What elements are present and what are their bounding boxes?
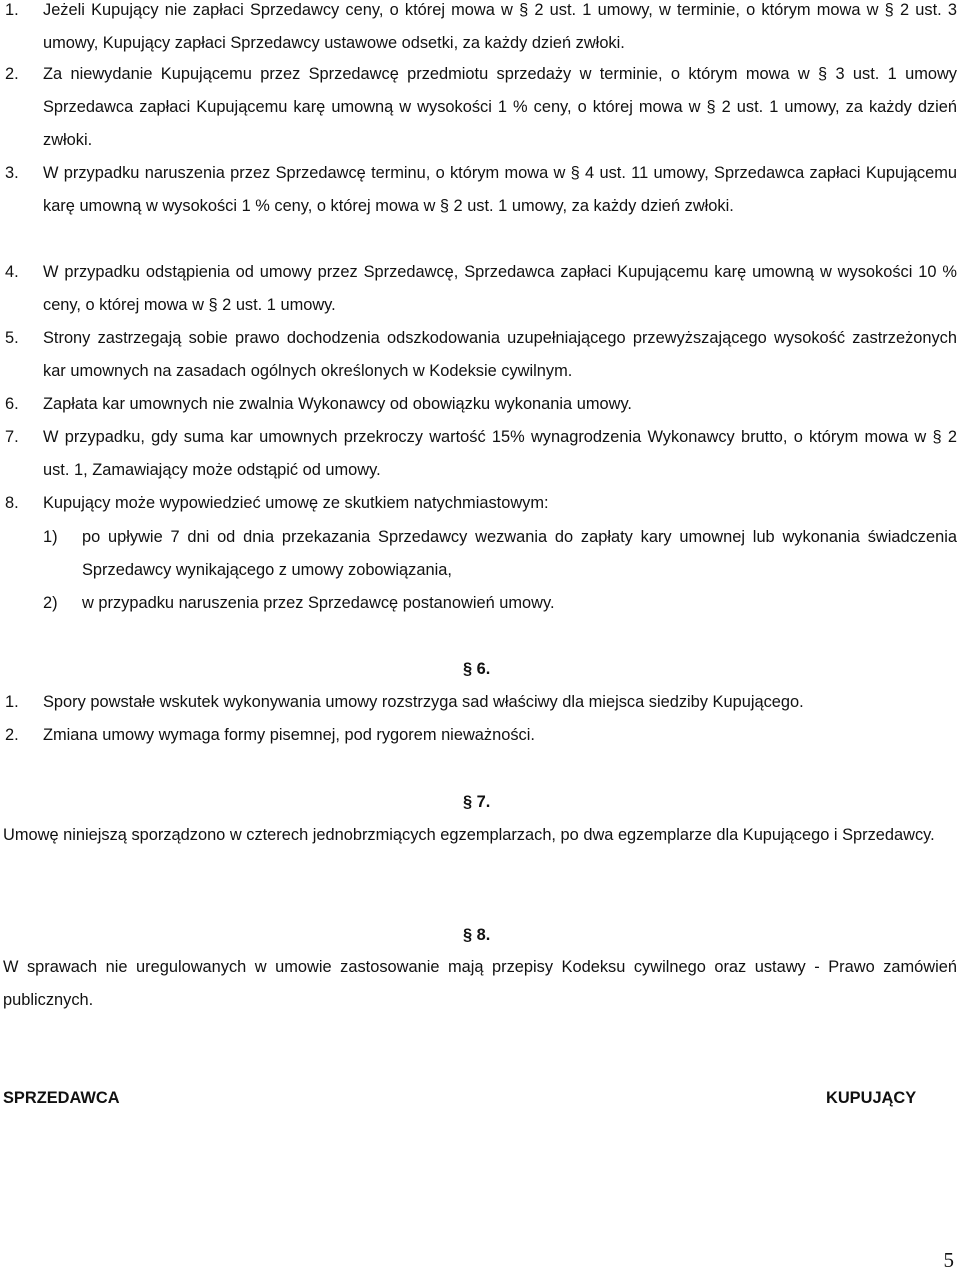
item-number: 5. (5, 329, 19, 347)
sub-item-text: po upływie 7 dni od dnia przekazania Sprzedawcy wezwania do zapłaty kary umownej lub wykonania świadczenia Sprzedawcy wynikającego z umowy zobowiązania, (82, 528, 957, 579)
item-text: Zmiana umowy wymaga formy pisemnej, pod rygorem nieważności. (43, 726, 535, 744)
list-item (5, 0, 957, 60)
item-number: 6. (5, 395, 19, 413)
list-item (5, 388, 957, 421)
item-number: 1. (5, 1, 19, 19)
item-number: 3. (5, 164, 19, 182)
item-text: Jeżeli Kupujący nie zapłaci Sprzedawcy ceny, o której mowa w § 2 ust. 1 umowy, w terminie, o którym mowa w § 2 ust. 3 umowy, Kupujący zapłaci Sprzedawcy ustawowe odsetki, za każdy dzień zwłoki. (43, 1, 957, 52)
item-number: 8. (5, 494, 19, 512)
item-text: Zapłata kar umownych nie zwalnia Wykonawcy od obowiązku wykonania umowy. (43, 395, 632, 413)
sub-item-number: 2) (43, 594, 58, 612)
item-number: 7. (5, 428, 19, 446)
item-text: Spory powstałe wskutek wykonywania umowy rozstrzyga sad właściwy dla miejsca siedziby Kupującego. (43, 693, 804, 711)
item-number: 4. (5, 263, 19, 281)
sub-list-item (43, 587, 957, 620)
item-text: W przypadku, gdy suma kar umownych przekroczy wartość 15% wynagrodzenia Wykonawcy brutto, o którym mowa w § 2 ust. 1, Zamawiający może odstąpić od umowy. (43, 428, 957, 479)
section-8-heading: § 8. (463, 926, 491, 944)
item-text: Za niewydanie Kupującemu przez Sprzedawcę przedmiotu sprzedaży w terminie, o którym mowa w § 3 ust. 1 umowy Sprzedawca zapłaci Kupującemu karę umowną w wysokości 1 % ceny, o której mowa w § 2 ust. 1 umowy, za każdy dzień zwłoki. (43, 65, 957, 149)
item-text: W przypadku odstąpienia od umowy przez Sprzedawcę, Sprzedawca zapłaci Kupującemu karę umowną w wysokości 10 % ceny, o której mowa w § 2 ust. 1 umowy. (43, 263, 957, 314)
item-text: W przypadku naruszenia przez Sprzedawcę terminu, o którym mowa w § 4 ust. 11 umowy, Sprzedawca zapłaci Kupującemu karę umowną w wysokości 1 % ceny, o której mowa w § 2 ust. 1 umowy, za każdy dzień zwłoki. (43, 164, 957, 215)
section-7-heading: § 7. (463, 793, 491, 811)
sub-item-text: w przypadku naruszenia przez Sprzedawcę postanowień umowy. (82, 594, 555, 612)
list-item (5, 322, 957, 388)
sub-item-number: 1) (43, 528, 58, 546)
list-item (5, 421, 957, 487)
item-text: Kupujący może wypowiedzieć umowę ze skutkiem natychmiastowym: (43, 494, 549, 512)
item-number: 2. (5, 65, 19, 83)
sub-list-item (43, 521, 957, 587)
page-number: 5 (943, 1248, 954, 1272)
section-6-heading: § 6. (463, 660, 491, 678)
item-number: 1. (5, 693, 19, 711)
list-item (5, 719, 957, 752)
seller-signature-label: SPRZEDAWCA (3, 1089, 120, 1107)
list-item (5, 487, 957, 520)
buyer-signature-label: KUPUJĄCY (826, 1089, 917, 1107)
list-item (5, 157, 957, 223)
item-number: 2. (5, 726, 19, 744)
list-item (5, 686, 957, 719)
item-text: Strony zastrzegają sobie prawo dochodzenia odszkodowania uzupełniającego przewyższającego wysokość zastrzeżonych kar umownych na zasadach ogólnych określonych w Kodeksie cywilnym. (43, 329, 957, 380)
list-item (5, 58, 957, 157)
list-item (5, 256, 957, 322)
section-8-text: W sprawach nie uregulowanych w umowie zastosowanie mają przepisy Kodeksu cywilnego oraz ustawy - Prawo zamówień publicznych. (3, 958, 957, 1009)
section-7-text: Umowę niniejszą sporządzono w czterech jednobrzmiących egzemplarzach, po dwa egzemplarze dla Kupującego i Sprzedawcy. (3, 826, 935, 844)
